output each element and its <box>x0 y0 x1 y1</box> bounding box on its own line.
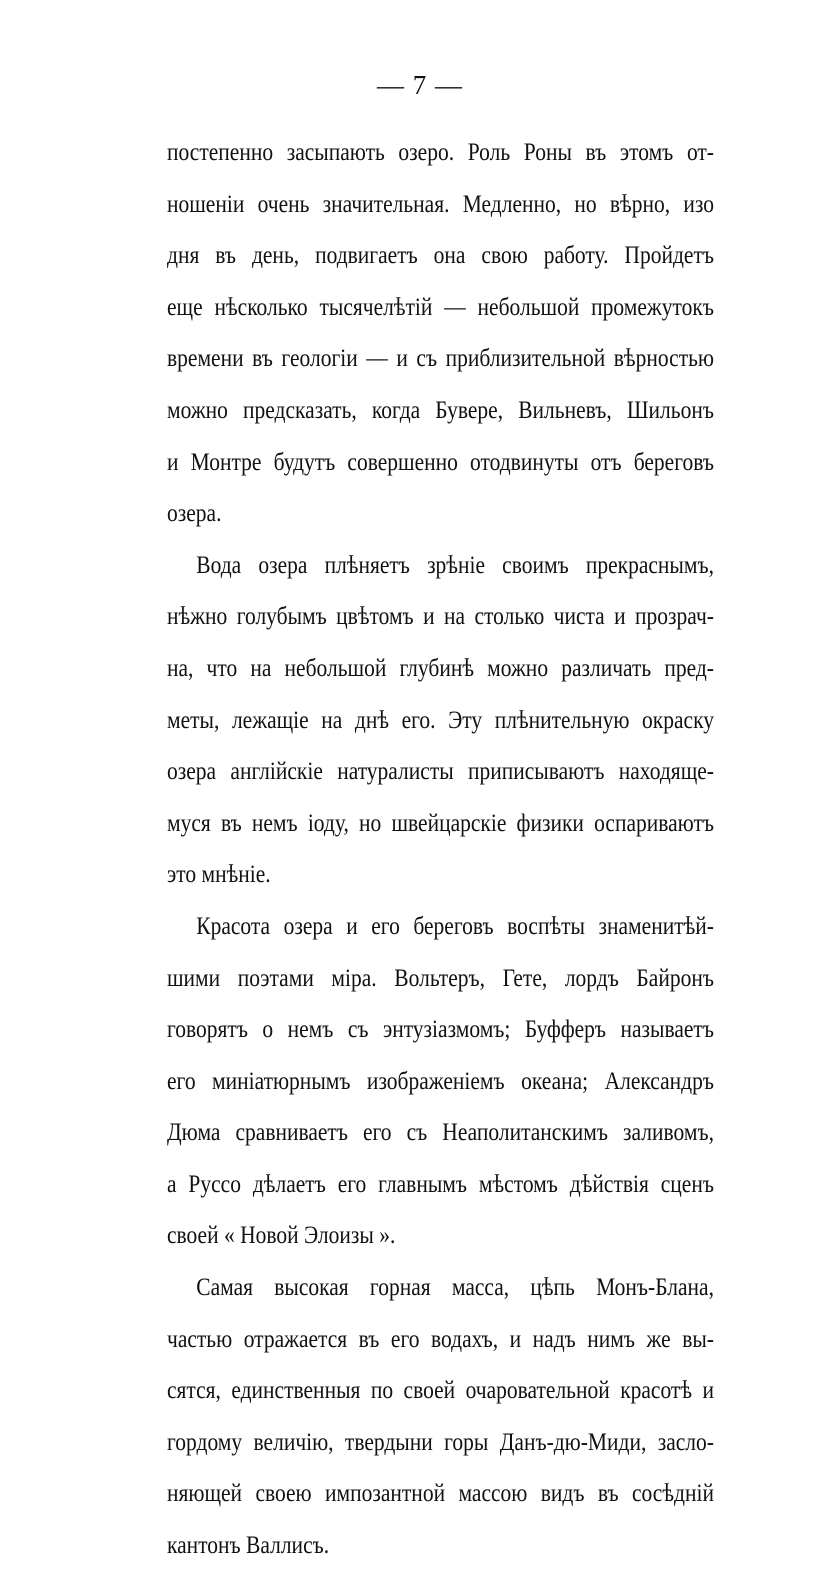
text-line: это мнѣніе. <box>167 861 271 889</box>
text-line: своей « Новой Элоизы ». <box>167 1222 396 1250</box>
body-text <box>167 127 714 1572</box>
text-line: частью отражается въ его водахъ, и надъ нимъ же вы- <box>167 1325 714 1353</box>
text-line: ношеніи очень значительная. Медленно, но вѣрно, изо <box>167 190 714 218</box>
text-line: и Монтре будутъ совершенно отодвинуты отъ береговъ <box>167 448 714 476</box>
text-line: на, что на небольшой глубинѣ можно различать пред- <box>167 654 714 682</box>
text-line: еще нѣсколько тысячелѣтій — небольшой промежутокъ <box>167 293 714 321</box>
page-number: — 7 — <box>377 70 463 100</box>
text-line: времени въ геологіи — и съ приблизительной вѣрностью <box>167 345 714 373</box>
text-line: Дюма сравниваетъ его съ Неаполитанскимъ заливомъ, <box>167 1119 714 1147</box>
text-line: кантонъ Валлисъ. <box>167 1532 330 1560</box>
text-line: можно предсказать, когда Бувере, Вильневъ, Шильонъ <box>167 396 714 424</box>
text-line: а Руссо дѣлаетъ его главнымъ мѣстомъ дѣйствія сценъ <box>167 1170 714 1198</box>
text-line: озера англійскіе натуралисты приписываютъ находяще- <box>167 758 714 786</box>
text-line: нѣжно голубымъ цвѣтомъ и на столько чиста и прозрач- <box>167 603 714 631</box>
text-line: дня въ день, подвигаетъ она свою работу. Пройдетъ <box>167 242 714 270</box>
text-line: няющей своею импозантной массою видъ въ сосѣдній <box>167 1480 714 1508</box>
text-line: Вода озера плѣняетъ зрѣніе своимъ прекраснымъ, <box>196 551 714 579</box>
text-line: гордому величію, твердыни горы Данъ-дю-Миди, засло- <box>167 1428 714 1456</box>
text-line: озера. <box>167 500 222 528</box>
text-line: Красота озера и его береговъ воспѣты знаменитѣй- <box>196 912 714 940</box>
text-line: сятся, единственныя по своей очаровательной красотѣ и <box>167 1377 714 1405</box>
text-line: муся въ немъ іоду, но швейцарскіе физики оспариваютъ <box>167 809 714 837</box>
text-line: его миніатюрнымъ изображеніемъ океана; Александръ <box>167 1067 714 1095</box>
text-line: шими поэтами міра. Вольтеръ, Гете, лордъ Байронъ <box>167 964 714 992</box>
text-line: Самая высокая горная масса, цѣпь Монъ-Блана, <box>196 1274 714 1302</box>
text-line: постепенно засыпають озеро. Роль Роны въ этомъ от- <box>167 139 714 166</box>
text-line: говорятъ о немъ съ энтузіазмомъ; Буфферъ называетъ <box>167 1016 714 1044</box>
text-line: меты, лежащіе на днѣ его. Эту плѣнительную окраску <box>167 706 714 734</box>
